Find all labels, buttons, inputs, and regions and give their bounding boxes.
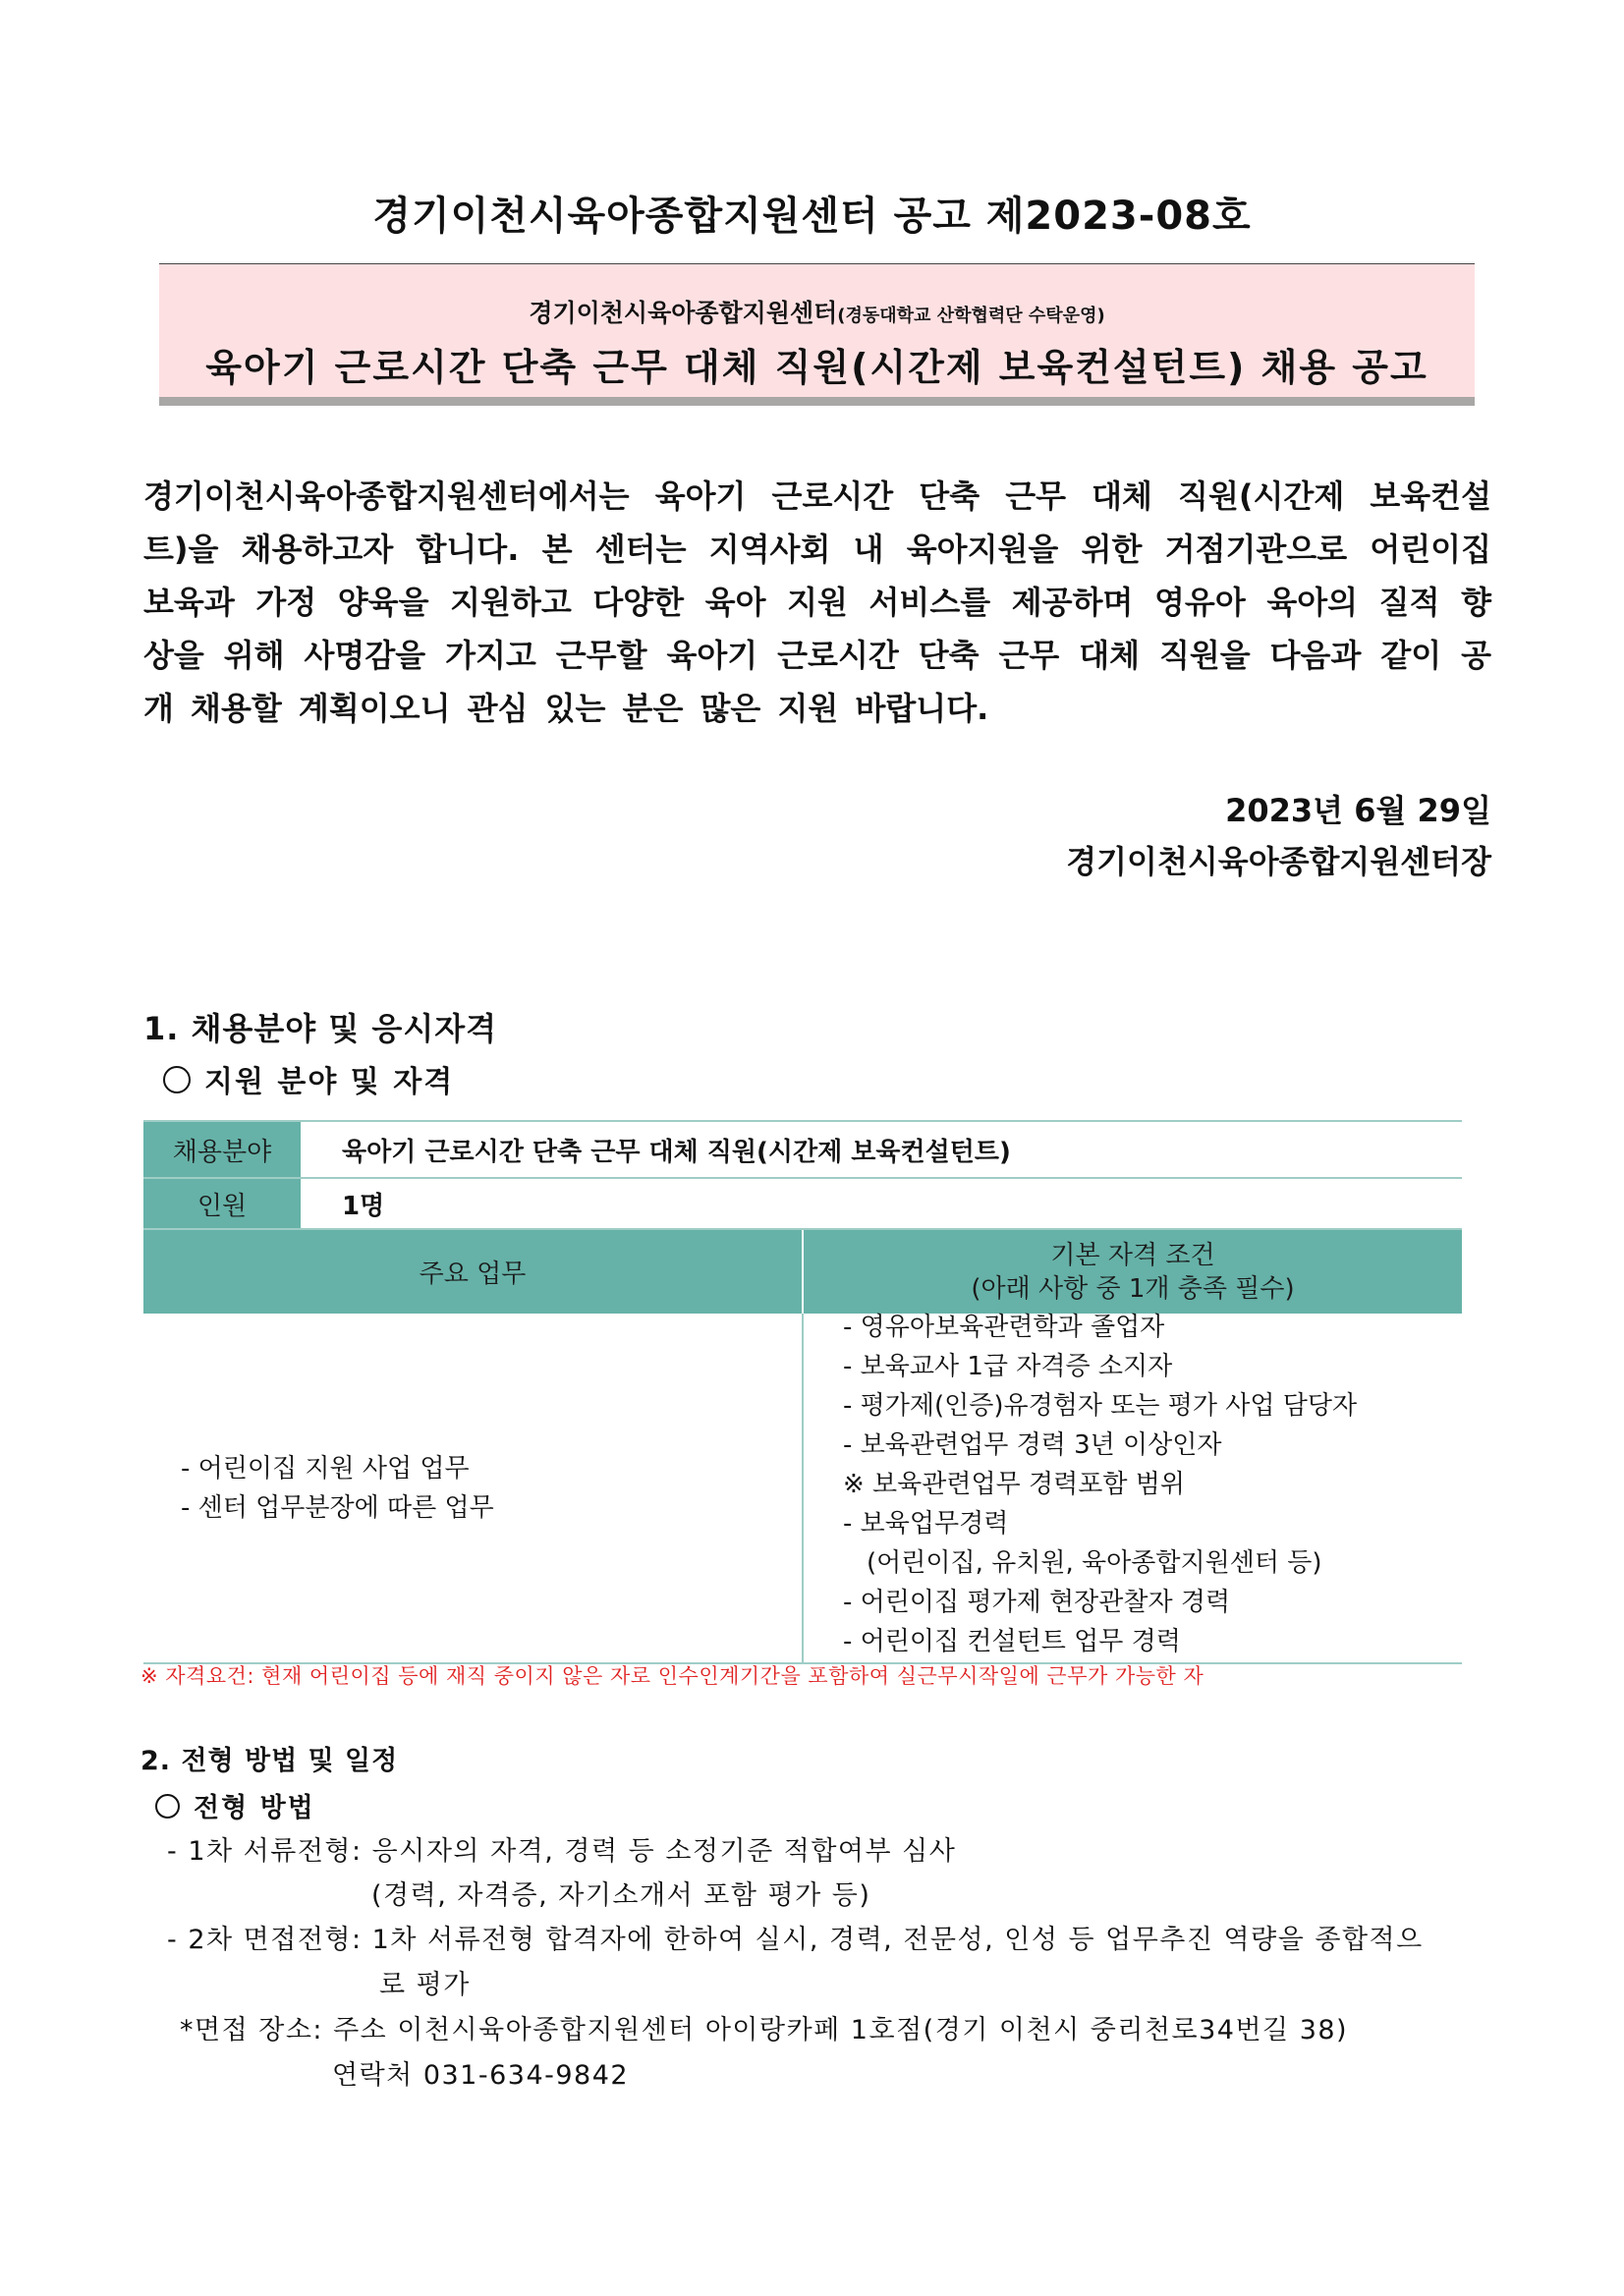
- intro-line: 트)을 채용하고자 합니다. 본 센터는 지역사회 내 육아지원을 위한 거점기관으로 어린이집: [143, 531, 1491, 568]
- contact-number: 연락처 031-634-9842: [332, 2060, 630, 2091]
- table-row-field: [143, 1121, 1462, 1178]
- field-label: 채용분야: [143, 1121, 301, 1178]
- notice-date: 2023년 6월 29일: [1225, 792, 1491, 829]
- requirement-item: (어린이집, 유치원, 육아종합지원센터 등): [867, 1548, 1322, 1578]
- duty-item: - 센터 업무분장에 따른 업무: [181, 1492, 494, 1523]
- table-row-count: [143, 1178, 1462, 1229]
- section1-title: 1. 채용분야 및 응시자격: [143, 1010, 498, 1047]
- count-label: 인원: [143, 1178, 301, 1229]
- intro-line: 개 채용할 계획이오니 관심 있는 분은 많은 지원 바랍니다.: [143, 690, 989, 727]
- requirements-list: [843, 1308, 1462, 1661]
- requirement-item: - 영유아보육관련학과 졸업자: [843, 1313, 1165, 1342]
- banner-org: [159, 294, 1475, 329]
- banner-org-sub: (경동대학교 산학협력단 수탁운영): [837, 306, 1105, 326]
- intro-paragraph: [143, 470, 1491, 735]
- intro-line: 보육과 가정 양육을 지원하고 다양한 육아 지원 서비스를 제공하며 영유아 육아의 질적 향: [143, 584, 1491, 621]
- duties-header: 주요 업무: [143, 1229, 803, 1314]
- banner-org-name: 경기이천시육아종합지원센터: [529, 299, 838, 327]
- recruit-table: [143, 1120, 1462, 1664]
- section1-subtitle: [163, 1057, 454, 1100]
- requirement-item: - 어린이집 컨설턴트 업무 경력: [843, 1627, 1181, 1656]
- requirement-item: - 어린이집 평가제 현장관찰자 경력: [843, 1588, 1231, 1617]
- qualification-note: ※ 자격요건: 현재 어린이집 등에 재직 중이지 않은 자로 인수인계기간을 포함하여 실근무시작일에 근무가 가능한 자: [140, 1664, 1204, 1688]
- intro-line: 경기이천시육아종합지원센터에서는 육아기 근로시간 단축 근무 대체 직원(시간제 보육컨설: [143, 477, 1491, 515]
- requirements-cell: [803, 1314, 1462, 1663]
- duties-list: [181, 1449, 802, 1528]
- field-value: 육아기 근로시간 단축 근무 대체 직원(시간제 보육컨설턴트): [301, 1121, 1462, 1178]
- interview-venue: *면접 장소: 주소 이천시육아종합지원센터 아이랑카페 1호점(경기 이천시 중리천로34번길 38): [180, 2015, 1349, 2045]
- announcement-banner: [159, 263, 1475, 406]
- section2-subtitle: [155, 1786, 315, 1824]
- section1-subtitle-text: 지원 분야 및 자격: [204, 1065, 455, 1099]
- table-body-row: [143, 1314, 1462, 1663]
- screening-step1: - 1차 서류전형: 응시자의 자격, 경력 등 소정기준 적합여부 심사: [167, 1836, 957, 1867]
- section2-title: 2. 전형 방법 및 일정: [140, 1746, 399, 1776]
- duty-item: - 어린이집 지원 사업 업무: [181, 1453, 470, 1484]
- signer: 경기이천시육아종합지원센터장: [1066, 843, 1491, 880]
- intro-line: 상을 위해 사명감을 가지고 근무할 육아기 근로시간 단축 근무 대체 직원을 다음과 같이 공: [143, 637, 1491, 674]
- banner-headline: 육아기 근로시간 단축 근무 대체 직원(시간제 보육컨설턴트) 채용 공고: [205, 346, 1428, 389]
- screening-step2-cont: 로 평가: [379, 1970, 471, 2000]
- requirements-header-line2: (아래 사항 중 1개 충족 필수): [971, 1273, 1295, 1304]
- notice-number-title: 경기이천시육아종합지원센터 공고 제2023-08호: [372, 194, 1252, 239]
- screening-step2: - 2차 면접전형: 1차 서류전형 합격자에 한하여 실시, 경력, 전문성, 인성 등 업무추진 역량을 종합적으: [167, 1925, 1424, 1955]
- requirement-item: - 평가제(인증)유경험자 또는 평가 사업 담당자: [843, 1391, 1358, 1421]
- table-header-row: [143, 1229, 1462, 1314]
- requirement-item: ※ 보육관련업무 경력포함 범위: [843, 1470, 1185, 1499]
- circle-bullet-icon: [155, 1794, 180, 1819]
- requirements-header: [803, 1229, 1462, 1314]
- screening-step1-detail: (경력, 자격증, 자기소개서 포함 평가 등): [371, 1880, 871, 1911]
- requirements-header-line1: 기본 자격 조건: [1050, 1240, 1215, 1270]
- requirement-item: - 보육관련업무 경력 3년 이상인자: [843, 1430, 1222, 1460]
- requirement-item: - 보육교사 1급 자격증 소지자: [843, 1352, 1173, 1381]
- count-value: 1명: [301, 1178, 1462, 1229]
- requirement-item: - 보육업무경력: [843, 1509, 1009, 1539]
- duties-cell: [143, 1314, 803, 1663]
- section2-subtitle-text: 전형 방법: [194, 1793, 315, 1823]
- circle-bullet-icon: [163, 1066, 191, 1093]
